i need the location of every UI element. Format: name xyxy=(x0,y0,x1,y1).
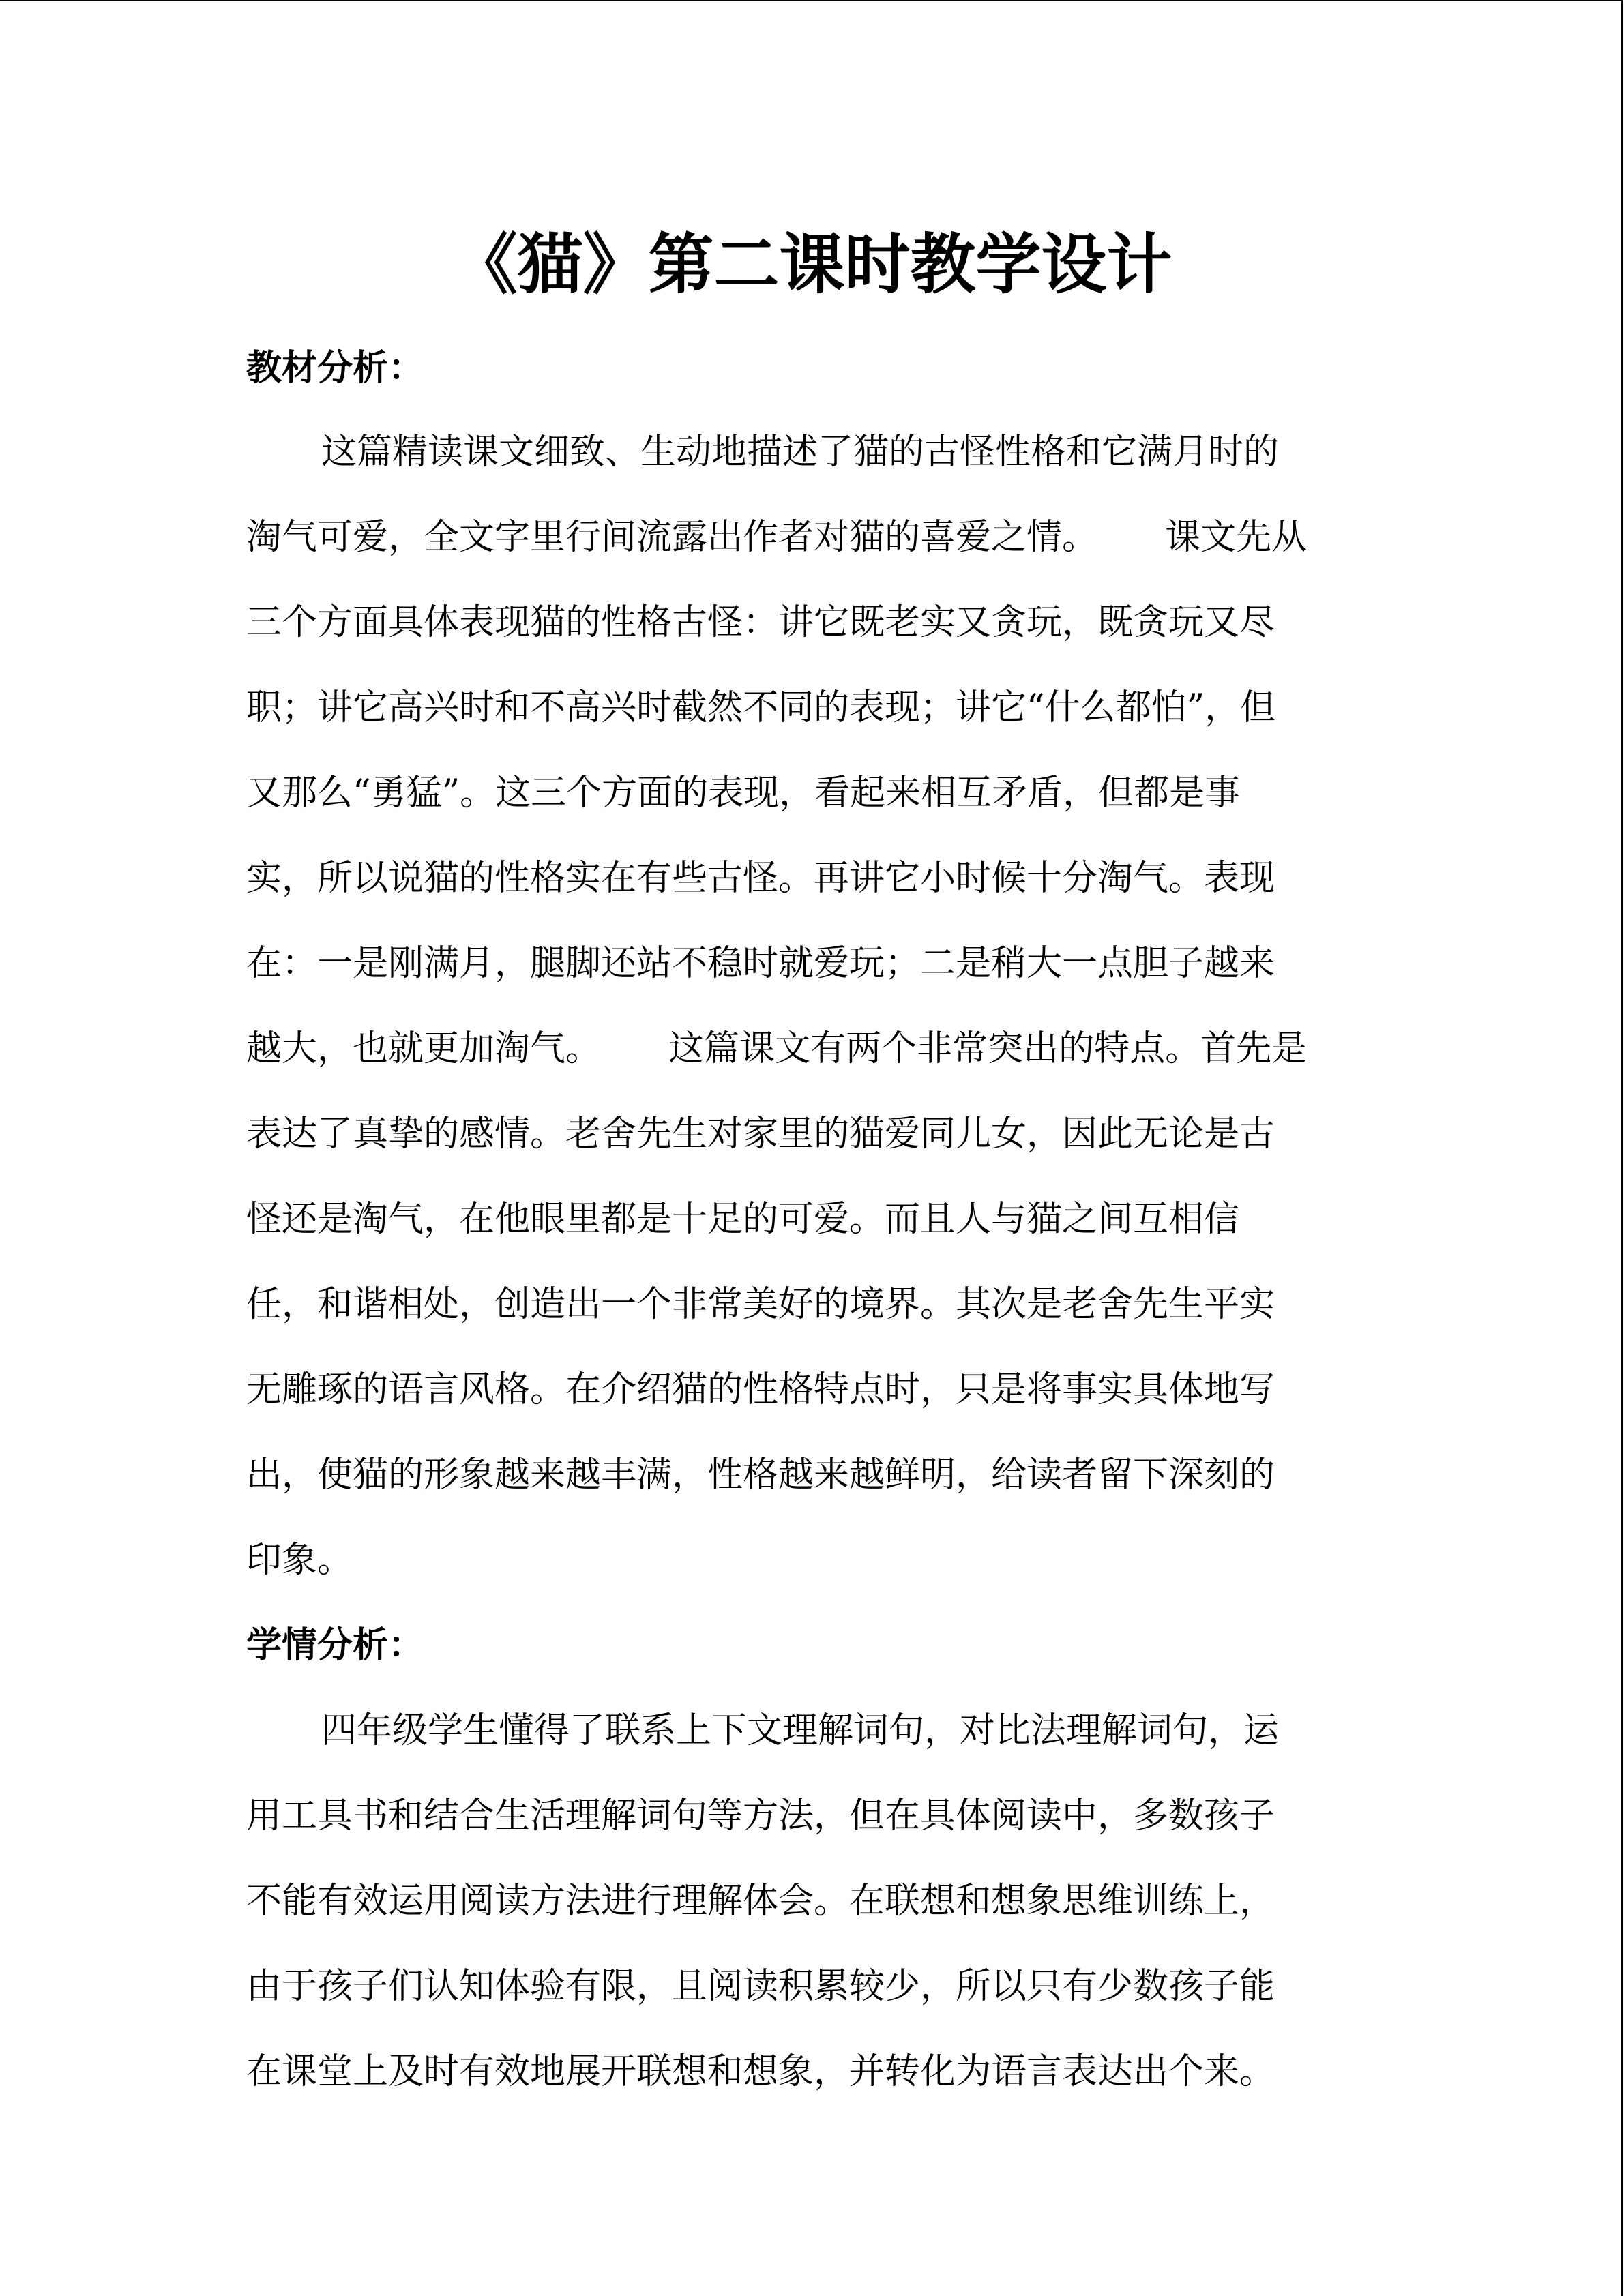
paragraph-line: 三个方面具体表现猫的性格古怪：讲它既老实又贪玩，既贪玩又尽 xyxy=(246,602,1275,643)
paragraph-line: 又那么“勇猛”。这三个方面的表现，看起来相互矛盾，但都是事 xyxy=(246,773,1241,814)
paragraph-line: 任，和谐相处，创造出一个非常美好的境界。其次是老舍先生平实 xyxy=(246,1284,1275,1325)
paragraph-line: 越大，也就更加淘气。 这篇课文有两个非常突出的特点。首先是 xyxy=(246,1028,1308,1069)
paragraph-line: 这篇精读课文细致、生动地描述了猫的古怪性格和它满月时的 xyxy=(321,432,1280,473)
paragraph-line: 不能有效运用阅读方法进行理解体会。在联想和想象思维训练上， xyxy=(246,1881,1275,1922)
paragraph-line: 由于孩子们认知体验有限，且阅读积累较少，所以只有少数孩子能 xyxy=(246,1966,1275,2007)
paragraph-line: 在课堂上及时有效地展开联想和想象，并转化为语言表达出个来。 xyxy=(246,2051,1275,2092)
paragraph-line: 在：一是刚满月，腿脚还站不稳时就爱玩；二是稍大一点胆子越来 xyxy=(246,943,1275,984)
paragraph-line: 淘气可爱，全文字里行间流露出作者对猫的喜爱之情。 课文先从 xyxy=(246,517,1308,558)
document-title: 《猫》第二课时教学设计 xyxy=(452,226,1172,303)
section-heading-textbook-analysis: 教材分析： xyxy=(246,347,424,389)
paragraph-line: 职；讲它高兴时和不高兴时截然不同的表现；讲它“什么都怕”，但 xyxy=(246,687,1276,728)
paragraph-line: 实，所以说猫的性格实在有些古怪。再讲它小时候十分淘气。表现 xyxy=(246,858,1275,899)
section-heading-learner-analysis: 学情分析： xyxy=(246,1624,424,1666)
paragraph-line: 无雕琢的语言风格。在介绍猫的性格特点时，只是将事实具体地写 xyxy=(246,1369,1275,1410)
paragraph-line: 印象。 xyxy=(246,1540,353,1581)
paragraph-line: 出，使猫的形象越来越丰满，性格越来越鲜明，给读者留下深刻的 xyxy=(246,1455,1275,1495)
paragraph-line: 四年级学生懂得了联系上下文理解词句，对比法理解词句，运 xyxy=(321,1710,1280,1751)
paragraph-line: 怪还是淘气，在他眼里都是十足的可爱。而且人与猫之间互相信 xyxy=(246,1199,1240,1240)
paragraph-line: 用工具书和结合生活理解词句等方法，但在具体阅读中，多数孩子 xyxy=(246,1795,1275,1836)
paragraph-line: 表达了真挚的感情。老舍先生对家里的猫爱同儿女，因此无论是古 xyxy=(246,1114,1275,1154)
